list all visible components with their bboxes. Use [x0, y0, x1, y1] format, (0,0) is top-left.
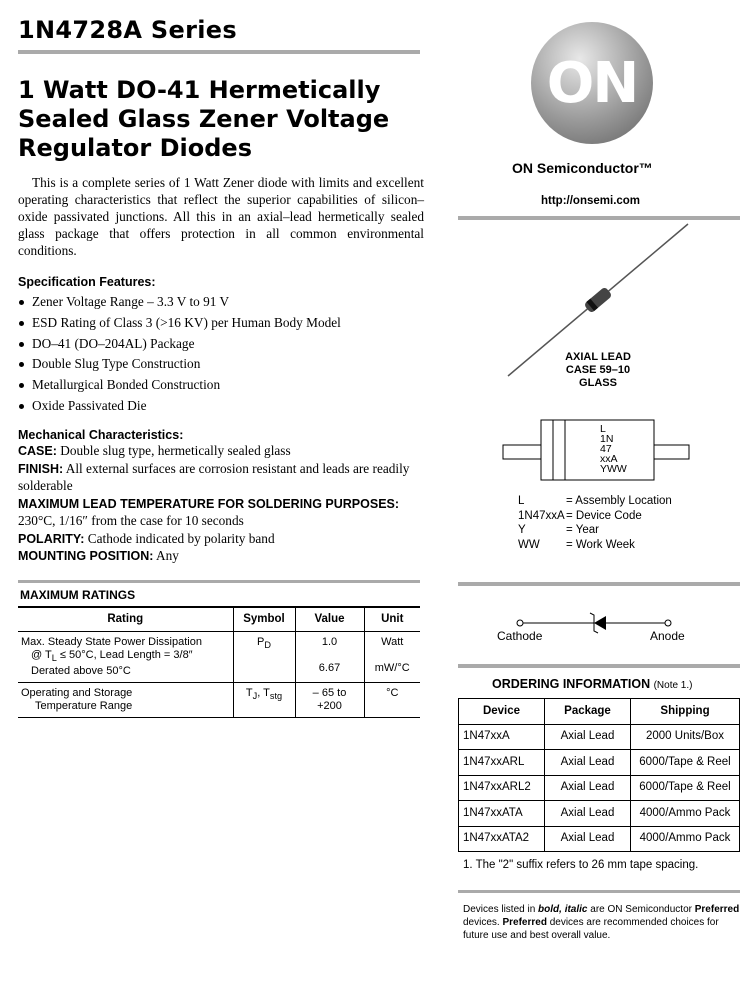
list-item: Double Slug Type Construction: [18, 354, 428, 375]
text: 1N: [600, 433, 614, 445]
col-header: Rating: [18, 607, 233, 631]
divider: [458, 890, 740, 893]
label: FINISH:: [18, 461, 64, 476]
cell: Axial Lead: [545, 750, 631, 776]
text: P: [257, 635, 265, 648]
cell: 4000/Ammo Pack: [631, 826, 740, 852]
cell: 6000/Tape & Reel: [631, 750, 740, 776]
note-ref: (Note 1.): [653, 680, 693, 691]
divider: [458, 582, 740, 586]
label: MOUNTING POSITION:: [18, 549, 154, 563]
cell: [18, 682, 233, 717]
cell: [233, 631, 295, 682]
text: Cathode indicated by polarity band: [84, 530, 275, 546]
cell: 2000 Units/Box: [631, 724, 740, 750]
text: YWW: [600, 463, 627, 475]
cell: 1N47xxATA: [459, 801, 545, 827]
text: stg: [269, 690, 283, 701]
table-row: [459, 775, 740, 801]
list-item: Oxide Passivated Die: [18, 396, 428, 417]
list-item: DO–41 (DO–204AL) Package: [18, 334, 428, 355]
ordering-title: [492, 677, 692, 691]
text: Devices listed in: [463, 904, 539, 915]
list-item: Metallurgical Bonded Construction: [18, 375, 428, 396]
list-item: ESD Rating of Class 3 (>16 KV) per Human Body Model: [18, 313, 428, 334]
text: bold, italic: [538, 904, 588, 915]
ordering-table: [458, 698, 740, 852]
brand-name: ON Semiconductor™: [512, 160, 653, 176]
text: CASE 59–10: [565, 364, 631, 376]
anode-label: Anode: [650, 629, 685, 643]
text: devices.: [463, 917, 503, 928]
text: T: [245, 686, 253, 699]
text: Double slug type, hermetically sealed glass: [56, 443, 291, 458]
text: Derated above 50°C: [31, 664, 131, 677]
divider: [18, 580, 420, 583]
text: 1N47xxA: [518, 509, 565, 522]
document-title: [18, 76, 438, 163]
text: Max. Steady State Power Dissipation: [21, 635, 202, 648]
cell: 1N47xxARL2: [459, 775, 545, 801]
table-row: [459, 750, 740, 776]
intro-paragraph: This is a complete series of 1 Watt Zener diode with limits and excellent operating characteristics that reflect the superior capabilities of silicon–oxide passivated junctions. All this in an axial–lead hermetically sealed glass package that offers protection in all common environmental conditions.: [18, 175, 424, 258]
max-ratings-title: MAXIMUM RATINGS: [20, 588, 136, 602]
col-header: Package: [545, 699, 631, 725]
text: Preferred: [694, 904, 740, 915]
title-line: 1 Watt DO-41 Hermetically: [18, 76, 381, 104]
text: 47: [600, 443, 612, 455]
cell: [295, 631, 364, 682]
text: xxA: [600, 453, 618, 465]
preferred-devices-note: [463, 903, 743, 942]
title-line: Regulator Diodes: [18, 134, 252, 162]
cell: 4000/Ammo Pack: [631, 801, 740, 827]
text: are ON Semiconductor: [587, 904, 695, 915]
specification-features: [18, 275, 428, 417]
cell: 1N47xxATA2: [459, 826, 545, 852]
table-row: [459, 826, 740, 852]
table-row: [18, 631, 420, 682]
col-header: Symbol: [233, 607, 295, 631]
text: Preferred: [502, 917, 547, 928]
list-item: Zener Voltage Range – 3.3 V to 91 V: [18, 292, 428, 313]
ordering-note: 1. The "2" suffix refers to 26 mm tape spacing.: [463, 859, 699, 871]
cell: 6000/Tape & Reel: [631, 775, 740, 801]
text: mW/°C: [374, 661, 410, 674]
cell: Axial Lead: [545, 801, 631, 827]
cell: Axial Lead: [545, 826, 631, 852]
text: ≤ 50°C, Lead Length = 3/8″: [56, 648, 193, 661]
series-title: 1N4728A Series: [18, 16, 237, 44]
text: L: [600, 423, 606, 435]
cell: Axial Lead: [545, 724, 631, 750]
col-header: Device: [459, 699, 545, 725]
cathode-label: Cathode: [497, 629, 543, 643]
text: = Device Code: [566, 509, 642, 522]
text: L: [51, 652, 57, 663]
text: Y: [518, 524, 526, 536]
text: ORDERING INFORMATION: [492, 677, 651, 691]
package-label: [540, 351, 656, 390]
text: @ T: [31, 648, 52, 661]
on-logo: ON: [531, 22, 653, 144]
table-header: [18, 607, 420, 631]
section-heading: Specification Features:: [18, 275, 156, 289]
text: GLASS: [579, 377, 617, 389]
divider: [458, 664, 740, 668]
text: +200: [317, 699, 342, 712]
divider: [18, 50, 420, 54]
mechanical-characteristics: [18, 428, 428, 565]
text: 1.0: [321, 635, 338, 648]
label: MAXIMUM LEAD TEMPERATURE FOR SOLDERING PURPOSES:: [18, 496, 400, 511]
table-row: [459, 801, 740, 827]
text: = Assembly Location: [566, 495, 672, 507]
text: Temperature Range: [35, 699, 133, 712]
col-header: Shipping: [631, 699, 740, 725]
text: 230°C, 1/16″ from the case for 10 seconds: [18, 513, 244, 528]
col-header: Unit: [364, 607, 420, 631]
cell: °C: [364, 682, 420, 717]
text: = Year: [566, 524, 599, 536]
cell: 1N47xxARL: [459, 750, 545, 776]
cell: [233, 682, 295, 717]
col-header: Value: [295, 607, 364, 631]
text: L: [518, 495, 525, 507]
text: AXIAL LEAD: [565, 351, 631, 363]
text: All external surfaces are corrosion resistant and leads are readily solderable: [18, 460, 410, 493]
label: POLARITY:: [18, 531, 85, 546]
label: CASE:: [18, 444, 57, 458]
title-line: Sealed Glass Zener Voltage: [18, 105, 390, 133]
marking-code: [600, 424, 627, 474]
section-heading: Mechanical Characteristics:: [18, 428, 184, 442]
cell: [295, 682, 364, 717]
text: = Work Week: [566, 538, 635, 551]
text: 6.67: [318, 661, 341, 674]
text: , T: [257, 686, 270, 699]
text: Watt: [381, 635, 404, 648]
cell: 1N47xxA: [459, 724, 545, 750]
marking-legend: [518, 494, 672, 552]
text: – 65 to: [312, 686, 347, 699]
table-header: [459, 699, 740, 725]
table-row: [459, 724, 740, 750]
cell: [364, 631, 420, 682]
text: Any: [153, 548, 179, 563]
text: devices are recommended choices for future use and best overall value.: [463, 917, 719, 941]
cell: Axial Lead: [545, 775, 631, 801]
table-row: [18, 682, 420, 717]
marking-diagram: [500, 418, 695, 482]
max-ratings-table: [18, 606, 420, 718]
text: Operating and Storage: [21, 686, 133, 699]
text: D: [264, 639, 271, 650]
text: WW: [518, 538, 540, 551]
text: J: [252, 690, 258, 701]
website-link[interactable]: http://onsemi.com: [541, 195, 641, 207]
cell: [18, 631, 233, 682]
